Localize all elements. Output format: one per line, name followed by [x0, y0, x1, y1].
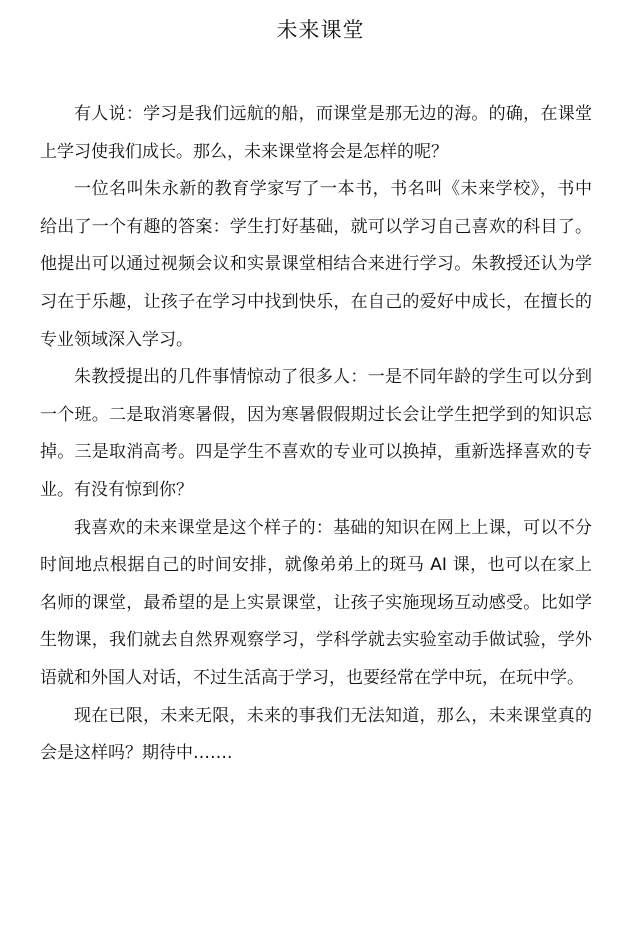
paragraph-1: 有人说：学习是我们远航的船，而课堂是那无边的海。的确，在课堂上学习使我们成长。那么，未来课堂将会是怎样的呢？: [40, 104, 592, 162]
paragraph-5: 现在已限，未来无限，未来的事我们无法知道，那么，未来课堂真的会是这样吗？期待中…….: [40, 705, 592, 764]
page-title: 未来课堂: [276, 18, 365, 42]
essay-body: [40, 96, 592, 773]
paragraph-4: 我喜欢的未来课堂是这个样子的：基础的知识在网上上课，可以不分时间地点根据自己的时间安排，就像弟弟上的斑马 AI 课，也可以在家上名师的课堂，最希望的是上实景课堂，让孩子实施现场互动感受。比如学生物课，我们就去自然界观察学习，学科学就去实验室动手做试验，学外语就和外国人对话，不过生活高于学习，也要经常在学中玩，在玩中学。: [40, 517, 592, 688]
paragraph-2: 一位名叫朱永新的教育学家写了一本书，书名叫《未来学校》，书中给出了一个有趣的答案：学生打好基础，就可以学习自己喜欢的科目了。他提出可以通过视频会议和实景课堂相结合来进行学习。朱教授还认为学习在于乐趣，让孩子在学习中找到快乐，在自己的爱好中成长，在擅长的专业领域深入学习。: [40, 179, 592, 350]
paragraph-3: 朱教授提出的几件事情惊动了很多人：一是不同年龄的学生可以分到一个班。二是取消寒暑假，因为寒暑假假期过长会让学生把学到的知识忘掉。三是取消高考。四是学生不喜欢的专业可以换掉，重新选择喜欢的专业。有没有惊到你？: [40, 367, 592, 500]
